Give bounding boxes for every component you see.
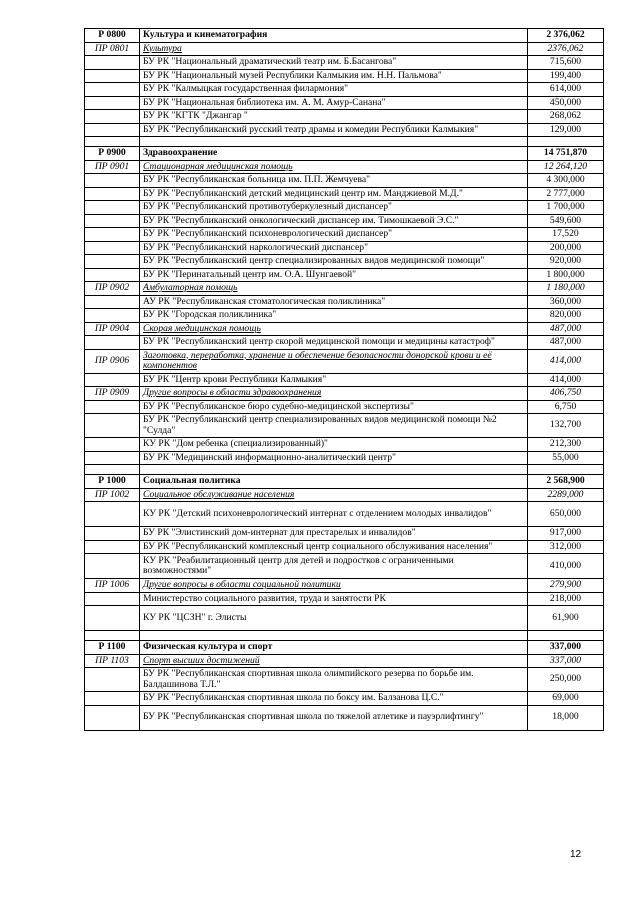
amount-cell: 2 376,062 bbox=[528, 29, 604, 43]
amount-cell: 920,000 bbox=[528, 255, 604, 269]
code-cell bbox=[85, 69, 140, 83]
amount-cell: 614,000 bbox=[528, 83, 604, 97]
table-row bbox=[85, 241, 604, 255]
amount-cell: 279,900 bbox=[528, 579, 604, 593]
name-cell: БУ РК "Республиканская спортивная школа по тяжелой атлетике и пауэрлифтингу" bbox=[140, 705, 528, 730]
table-row bbox=[85, 438, 604, 452]
table-row bbox=[85, 527, 604, 541]
name-cell: БУ РК "Национальная библиотека им. А. М. Амур-Санана" bbox=[140, 96, 528, 110]
amount-cell: 360,000 bbox=[528, 295, 604, 309]
table-row bbox=[85, 96, 604, 110]
table-row bbox=[85, 69, 604, 83]
amount-cell: 450,000 bbox=[528, 96, 604, 110]
code-cell: ПР 0902 bbox=[85, 282, 140, 296]
name-cell: Другие вопросы в области здравоохранения bbox=[140, 387, 528, 401]
code-cell bbox=[85, 123, 140, 137]
code-cell: ПР 0906 bbox=[85, 349, 140, 373]
name-cell: Социальная политика bbox=[140, 475, 528, 489]
code-cell: Р 0800 bbox=[85, 29, 140, 43]
name-cell: БУ РК "Республиканская спортивная школа олимпийского резерва по борьбе им. Балдашинова Т.Л." bbox=[140, 668, 528, 692]
code-cell bbox=[85, 201, 140, 215]
amount-cell: 337,000 bbox=[528, 654, 604, 668]
name-cell: Здравоохранение bbox=[140, 147, 528, 161]
name-cell: Культура и кинематография bbox=[140, 29, 528, 43]
code-cell bbox=[85, 631, 140, 641]
name-cell: БУ РК "Медицинский информационно-аналитический центр" bbox=[140, 451, 528, 465]
name-cell: БУ РК "Республиканский онкологический диспансер им. Тимошкаевой Э.С." bbox=[140, 214, 528, 228]
name-cell: БУ РК "Республиканский центр специализированных видов медицинской помощи №2 "Сулда" bbox=[140, 414, 528, 438]
table-row bbox=[85, 540, 604, 554]
name-cell: БУ РК "Элистинский дом-интернат для престарелых и инвалидов" bbox=[140, 527, 528, 541]
amount-cell: 14 751,870 bbox=[528, 147, 604, 161]
name-cell bbox=[140, 631, 528, 641]
amount-cell: 2376,062 bbox=[528, 42, 604, 56]
amount-cell: 2 568,900 bbox=[528, 475, 604, 489]
code-cell bbox=[85, 228, 140, 242]
code-cell bbox=[85, 96, 140, 110]
name-cell: БУ РК "Республиканская больница им. П.П. Жемчуева" bbox=[140, 174, 528, 188]
name-cell: БУ РК "Республиканское бюро судебно-медицинской экспертизы" bbox=[140, 400, 528, 414]
amount-cell: 6,750 bbox=[528, 400, 604, 414]
amount-cell: 129,000 bbox=[528, 123, 604, 137]
code-cell bbox=[85, 414, 140, 438]
amount-cell: 487,000 bbox=[528, 322, 604, 336]
code-cell bbox=[85, 56, 140, 70]
table-row bbox=[85, 451, 604, 465]
table-row bbox=[85, 228, 604, 242]
subsection-row bbox=[85, 387, 604, 401]
section-row bbox=[85, 641, 604, 655]
table-row bbox=[85, 123, 604, 137]
amount-cell: 17,520 bbox=[528, 228, 604, 242]
spacer-row bbox=[85, 631, 604, 641]
subsection-row bbox=[85, 42, 604, 56]
code-cell bbox=[85, 336, 140, 350]
amount-cell: 4 300,000 bbox=[528, 174, 604, 188]
spacer-row bbox=[85, 465, 604, 475]
budget-table-body bbox=[85, 29, 604, 731]
amount-cell: 61,900 bbox=[528, 606, 604, 631]
name-cell: БУ РК "Республиканская спортивная школа по боксу им. Балзанова Ц.С." bbox=[140, 692, 528, 706]
amount-cell: 218,000 bbox=[528, 592, 604, 606]
code-cell bbox=[85, 554, 140, 579]
name-cell: КУ РК "ЦСЗН" г. Элисты bbox=[140, 606, 528, 631]
name-cell: Социальное обслуживание населения bbox=[140, 488, 528, 502]
table-row bbox=[85, 692, 604, 706]
name-cell: БУ РК "Республиканский русский театр драмы и комедии Республики Калмыкия" bbox=[140, 123, 528, 137]
amount-cell: 212,300 bbox=[528, 438, 604, 452]
table-row bbox=[85, 414, 604, 438]
amount-cell bbox=[528, 465, 604, 475]
amount-cell: 487,000 bbox=[528, 336, 604, 350]
code-cell bbox=[85, 83, 140, 97]
subsection-row bbox=[85, 488, 604, 502]
section-row bbox=[85, 475, 604, 489]
section-row bbox=[85, 147, 604, 161]
code-cell bbox=[85, 241, 140, 255]
code-cell bbox=[85, 465, 140, 475]
subsection-row bbox=[85, 349, 604, 373]
amount-cell: 650,000 bbox=[528, 502, 604, 527]
name-cell: БУ РК "Республиканский наркологический диспансер" bbox=[140, 241, 528, 255]
amount-cell: 200,000 bbox=[528, 241, 604, 255]
table-row bbox=[85, 295, 604, 309]
code-cell: ПР 1103 bbox=[85, 654, 140, 668]
table-row bbox=[85, 592, 604, 606]
code-cell bbox=[85, 268, 140, 282]
code-cell bbox=[85, 187, 140, 201]
code-cell bbox=[85, 214, 140, 228]
name-cell: БУ РК "Республиканский психоневрологический диспансер" bbox=[140, 228, 528, 242]
amount-cell: 549,600 bbox=[528, 214, 604, 228]
amount-cell: 199,400 bbox=[528, 69, 604, 83]
name-cell: КУ РК "Детский психоневрологический интернат с отделением молодых инвалидов" bbox=[140, 502, 528, 527]
name-cell: БУ РК "Республиканский центр специализированных видов медицинской помощи" bbox=[140, 255, 528, 269]
code-cell bbox=[85, 692, 140, 706]
code-cell: Р 1000 bbox=[85, 475, 140, 489]
amount-cell: 2 777,000 bbox=[528, 187, 604, 201]
amount-cell: 1 700,000 bbox=[528, 201, 604, 215]
code-cell bbox=[85, 174, 140, 188]
name-cell: БУ РК "Республиканский противотуберкулезный диспансер" bbox=[140, 201, 528, 215]
amount-cell: 715,600 bbox=[528, 56, 604, 70]
code-cell bbox=[85, 373, 140, 387]
code-cell bbox=[85, 451, 140, 465]
code-cell: ПР 0901 bbox=[85, 160, 140, 174]
page-number: 12 bbox=[570, 849, 582, 860]
code-cell: Р 0900 bbox=[85, 147, 140, 161]
amount-cell bbox=[528, 631, 604, 641]
name-cell: БУ РК "Республиканский комплексный центр социального обслуживания населения" bbox=[140, 540, 528, 554]
name-cell: КУ РК "Дом ребенка (специализированный)" bbox=[140, 438, 528, 452]
name-cell: Министерство социального развития, труда и занятости РК bbox=[140, 592, 528, 606]
section-row bbox=[85, 29, 604, 43]
code-cell bbox=[85, 295, 140, 309]
table-row bbox=[85, 606, 604, 631]
amount-cell: 55,000 bbox=[528, 451, 604, 465]
table-row bbox=[85, 268, 604, 282]
amount-cell: 406,750 bbox=[528, 387, 604, 401]
code-cell bbox=[85, 705, 140, 730]
amount-cell: 410,000 bbox=[528, 554, 604, 579]
code-cell: ПР 0904 bbox=[85, 322, 140, 336]
amount-cell: 18,000 bbox=[528, 705, 604, 730]
amount-cell: 337,000 bbox=[528, 641, 604, 655]
table-row bbox=[85, 56, 604, 70]
code-cell bbox=[85, 527, 140, 541]
table-row bbox=[85, 83, 604, 97]
table-row bbox=[85, 201, 604, 215]
table-row bbox=[85, 502, 604, 527]
budget-table bbox=[84, 28, 604, 731]
table-row bbox=[85, 214, 604, 228]
name-cell: Спорт высших достижений bbox=[140, 654, 528, 668]
name-cell bbox=[140, 137, 528, 147]
code-cell: Р 1100 bbox=[85, 641, 140, 655]
amount-cell: 414,000 bbox=[528, 373, 604, 387]
table-row bbox=[85, 187, 604, 201]
code-cell bbox=[85, 438, 140, 452]
code-cell bbox=[85, 137, 140, 147]
amount-cell: 132,700 bbox=[528, 414, 604, 438]
table-row bbox=[85, 554, 604, 579]
amount-cell: 414,000 bbox=[528, 349, 604, 373]
code-cell bbox=[85, 309, 140, 323]
code-cell bbox=[85, 592, 140, 606]
name-cell: Стационарная медицинская помощь bbox=[140, 160, 528, 174]
table-row bbox=[85, 373, 604, 387]
table-row bbox=[85, 705, 604, 730]
amount-cell bbox=[528, 137, 604, 147]
code-cell bbox=[85, 255, 140, 269]
name-cell: БУ РК "Городская поликлиника" bbox=[140, 309, 528, 323]
amount-cell: 820,000 bbox=[528, 309, 604, 323]
amount-cell: 917,000 bbox=[528, 527, 604, 541]
subsection-row bbox=[85, 654, 604, 668]
name-cell: БУ РК "Национальный музей Республики Калмыкия им. Н.Н. Пальмова" bbox=[140, 69, 528, 83]
code-cell bbox=[85, 540, 140, 554]
spacer-row bbox=[85, 137, 604, 147]
name-cell bbox=[140, 465, 528, 475]
name-cell: БУ РК "Республиканский центр скорой медицинской помощи и медицины катастроф" bbox=[140, 336, 528, 350]
amount-cell: 12 264,120 bbox=[528, 160, 604, 174]
table-row bbox=[85, 668, 604, 692]
name-cell: Скорая медицинская помощь bbox=[140, 322, 528, 336]
table-row bbox=[85, 309, 604, 323]
name-cell: БУ РК "Перинатальный центр им. О.А. Шунгаевой" bbox=[140, 268, 528, 282]
table-row bbox=[85, 400, 604, 414]
amount-cell: 1 180,000 bbox=[528, 282, 604, 296]
name-cell: БУ РК "Национальный драматический театр им. Б.Басангова" bbox=[140, 56, 528, 70]
name-cell: БУ РК "Республиканский детский медицинский центр им. Манджиевой М.Д." bbox=[140, 187, 528, 201]
subsection-row bbox=[85, 160, 604, 174]
amount-cell: 312,000 bbox=[528, 540, 604, 554]
table-row bbox=[85, 336, 604, 350]
code-cell: ПР 1002 bbox=[85, 488, 140, 502]
name-cell: КУ РК "Реабилитационный центр для детей и подростков с ограниченными возможностями" bbox=[140, 554, 528, 579]
amount-cell: 268,062 bbox=[528, 110, 604, 124]
subsection-row bbox=[85, 322, 604, 336]
name-cell: АУ РК "Республиканская стоматологическая поликлиника" bbox=[140, 295, 528, 309]
code-cell: ПР 0909 bbox=[85, 387, 140, 401]
code-cell bbox=[85, 110, 140, 124]
amount-cell: 2289,000 bbox=[528, 488, 604, 502]
amount-cell: 250,000 bbox=[528, 668, 604, 692]
table-row bbox=[85, 110, 604, 124]
name-cell: Физическая культура и спорт bbox=[140, 641, 528, 655]
subsection-row bbox=[85, 282, 604, 296]
amount-cell: 69,000 bbox=[528, 692, 604, 706]
code-cell bbox=[85, 400, 140, 414]
code-cell bbox=[85, 668, 140, 692]
code-cell: ПР 1006 bbox=[85, 579, 140, 593]
subsection-row bbox=[85, 579, 604, 593]
code-cell bbox=[85, 502, 140, 527]
table-row bbox=[85, 255, 604, 269]
name-cell: Амбулаторная помощь bbox=[140, 282, 528, 296]
name-cell: Другие вопросы в области социальной политики bbox=[140, 579, 528, 593]
name-cell: Заготовка, переработка, хранение и обеспечение безопасности донорской крови и её компонентов bbox=[140, 349, 528, 373]
name-cell: БУ РК "Калмыцкая государственная филармония" bbox=[140, 83, 528, 97]
name-cell: Культура bbox=[140, 42, 528, 56]
amount-cell: 1 800,000 bbox=[528, 268, 604, 282]
code-cell: ПР 0801 bbox=[85, 42, 140, 56]
code-cell bbox=[85, 606, 140, 631]
name-cell: БУ РК "Центр крови Республики Калмыкия" bbox=[140, 373, 528, 387]
name-cell: БУ РК "КГТК "Джангар " bbox=[140, 110, 528, 124]
table-row bbox=[85, 174, 604, 188]
